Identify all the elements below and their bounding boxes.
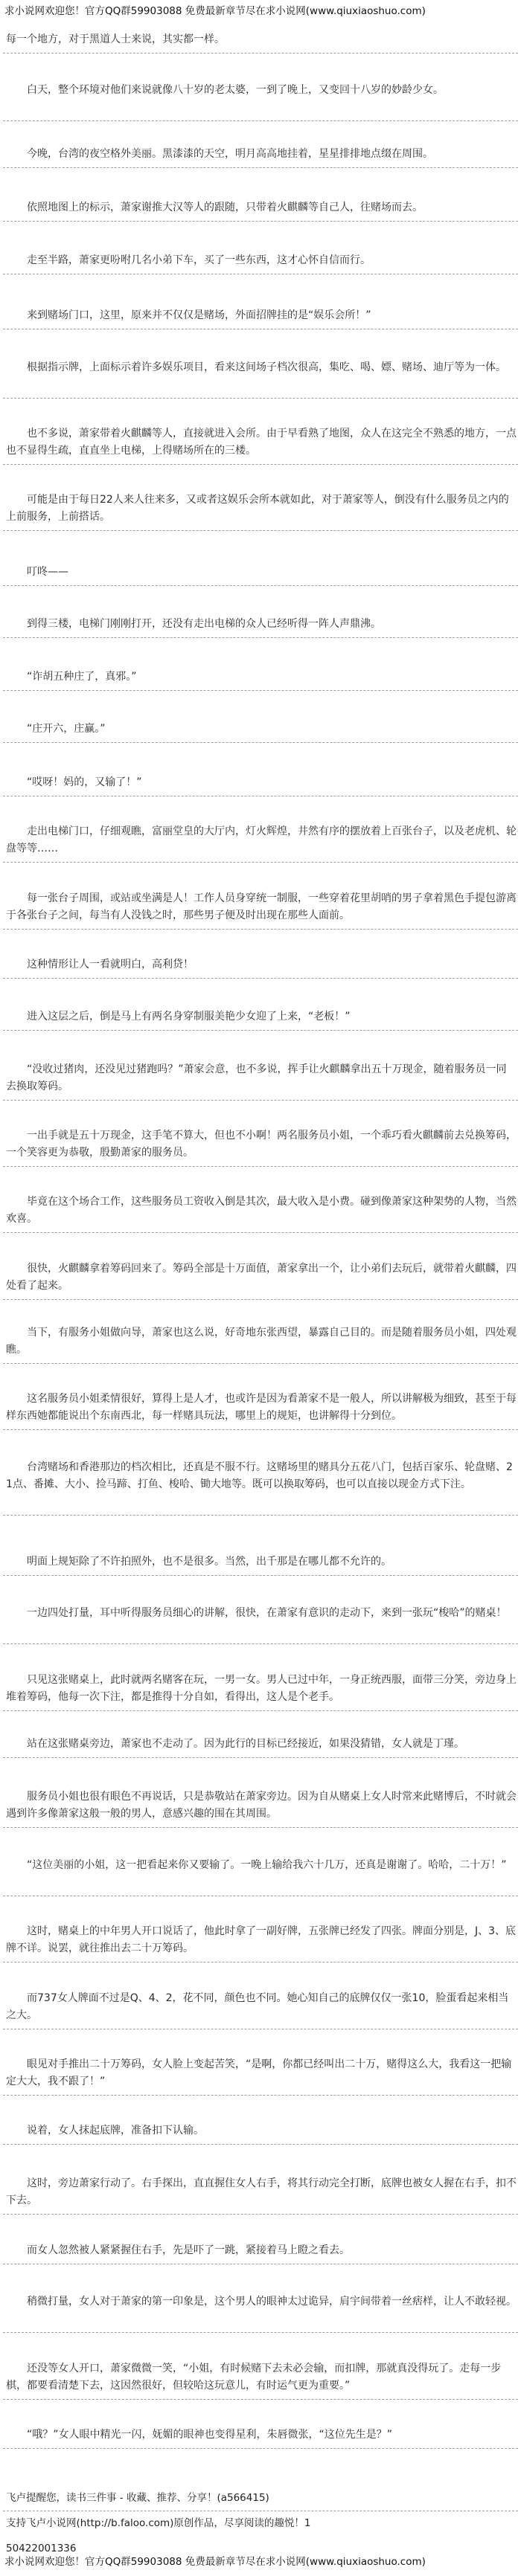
dashed-divider — [3, 221, 518, 222]
dashed-divider — [3, 742, 518, 743]
footer-note-promo: 飞卢提醒您，读书三件事 - 收藏、推荐、分享！(a566415) — [6, 2492, 269, 2504]
paragraph: 而737女人牌面不过是Q、4、2，花不同，颜色也不同。她心知自己的底牌仅仅一张10，脸蛋看起来相当之大。 — [6, 1992, 509, 2021]
paragraph: 一边四处打量，耳中听得服务员细心的讲解，很快，在萧家有意识的走动下，来到一张玩“梭哈”的赌桌！ — [27, 1607, 507, 1619]
paragraph: 这名服务员小姐柔情很好，算得上是人才，也或许是因为看萧家不是一般人，所以讲解极为细致，甚至于每样东西她都能说出个东南西北，每一样赌具玩法，哪里上的规矩，也讲解得十分到位。 — [6, 1393, 517, 1422]
dashed-divider — [3, 167, 518, 168]
paragraph: 来到赌场门口，这里，原来并不仅仅是赌场，外面招牌挂的是“娱乐会所！” — [27, 309, 371, 321]
dashed-divider — [3, 398, 518, 399]
paragraph: 可能是由于每日22人来人往来多，又或者这娱乐会所本就如此，对于萧家等人，倒没有什么服务员之内的上前服务，上前搭话。 — [6, 494, 509, 523]
paragraph: “庄开六，庄赢。” — [27, 723, 106, 735]
dashed-divider — [3, 2448, 518, 2449]
dashed-divider — [3, 1757, 518, 1758]
paragraph: 只见这张赌桌上，此时就两名赌客在玩，一男一女。男人已过中年，一身正统西服，面带三分笑，旁边身上堆着筹码，他每一次下注，都是推得十分自如，看得出，这人是个老手。 — [6, 1674, 517, 1703]
site-footer-banner: 求小说网欢迎您！官方QQ群59903088 免费最新章节尽在求小说网(www.qiuxiaoshuo.com) — [4, 2556, 426, 2568]
dashed-divider — [3, 1827, 518, 1828]
dashed-divider — [3, 1299, 518, 1300]
dashed-divider — [3, 530, 518, 531]
dashed-divider — [3, 1030, 518, 1031]
paragraph: 站在这张赌桌旁边，萧家也不走动了。因为此行的目标已经接近，如果没猜错，女人就是丁瑾。 — [27, 1738, 464, 1750]
site-header-banner: 求小说网欢迎您！官方QQ群59903088 免费最新章节尽在求小说网(www.qiuxiaoshuo.com) — [4, 5, 426, 17]
paragraph: “哦？”女人眼中精光一闪，妩媚的眼神也变得星利，朱唇微张，“这位先生是？” — [27, 2429, 393, 2441]
paragraph: 还没等女人开口，萧家微微一笑，“小姐，有时候赌下去未必会输，而扣牌，那就真没得玩了。走每一步棋，都要看清楚下去，这因然很好，但较哈这玩意儿，有时运气更为重要。” — [6, 2363, 502, 2392]
paragraph: 这种情形让人一看就明白，高利贷！ — [27, 959, 194, 970]
paragraph: 当下，有服务小姐做向导，萧家也这么说，好奇地东张西望，暴露自己目的。而是随着服务员小姐，四处观瞧。 — [6, 1327, 517, 1356]
paragraph: 白天，整个环境对他们来说就像八十岁的老太婆，一到了晚上，又变回十八岁的妙龄少女。 — [27, 84, 444, 96]
paragraph: 走至半路，萧家更吩咐几名小弟下车，买了一些东西，这才心怀自信而行。 — [27, 254, 371, 266]
paragraph: 这时，赌桌上的中年男人开口说话了，他此时拿了一副好牌，五张牌已经发了四张。牌面分别是，J、3、底牌不详。说罢，就往推出去二十万筹码。 — [6, 1925, 517, 1954]
dashed-divider — [3, 585, 518, 586]
dashed-divider — [3, 637, 518, 638]
paragraph: 进入这层之后，倒是马上有两名身穿制服美艳少女迎了上来，“老板！” — [27, 1011, 351, 1023]
paragraph: 眼见对手推出二十万筹码，女人脸上变起苦笑，“是啊，你都已经叫出二十万，赌得这么大，我看这一把输定大大，我不跟了！” — [6, 2058, 512, 2087]
dashed-divider — [3, 1515, 518, 1516]
dashed-divider — [3, 1429, 518, 1430]
dashed-divider — [3, 120, 518, 121]
paragraph: 而女人忽然被人紧紧握住右手，先是吓了一跳，紧接着马上瞪之看去。 — [27, 2244, 350, 2256]
dashed-divider — [3, 1710, 518, 1711]
paragraph: 也不多说，萧家带着火麒麟等人，直接就进入会所。由于早看熟了地图，众人在这完全不熟悉的地方，一点也不显得生疏，直直坐上电梯，上得赌场所在的三楼。 — [6, 428, 517, 457]
footer-note-number: 50422001336 — [6, 2543, 77, 2554]
paragraph: “诈胡五种庄了，真邪。” — [27, 671, 137, 683]
paragraph: 毕竟在这个场合工作，这些服务员工资收入倒是其次，最大收入是小费。碰到像萧家这种架势的人物，当然欢喜。 — [6, 1196, 517, 1225]
dashed-divider — [3, 2144, 518, 2145]
paragraph: 走出电梯门口，仔细观瞧，富丽堂皇的大厅内，灯火辉煌，井然有序的摆放着上百张台子，以及老虎机、轮盘等等…… — [6, 825, 517, 854]
paragraph: 每一个地方，对于黑道人士来说，其实都一样。 — [6, 33, 225, 45]
paragraph: 每一张台子周围，或站或坐满是人！工作人员身穿统一制服，一些穿着花里胡哨的男子拿着黑色手提包游离于各张台子之间，每当有人没钱之时，那些男子便及时出现在那些人面前。 — [6, 892, 517, 921]
paragraph: 一出手就是五十万现金，这手笔不算大，但也不小啊！两名服务员小姐，一个乖巧看火麒麟前去兑换筹码，一个笑容更为恭敬，殷勤萧家的服务员。 — [6, 1130, 517, 1159]
paragraph: 很快，火麒麟拿着筹码回来了。筹码全部是十万面值，萧家拿出一个，让小弟们去玩后，就带着火麒麟，四处看了起来。 — [6, 1263, 517, 1292]
dashed-divider — [3, 978, 518, 979]
dashed-divider — [3, 2332, 518, 2333]
paragraph: 台湾赌场和香港那边的档次相比，还真是不服不行。这赌场里的赌具分五花八门，包括百家乐、轮盘赌、21点、番摊、大小、捡马蹄、打鱼、梭哈、锄大地等。既可以换取筹码，也可以直接以现金方式下注。 — [6, 1461, 513, 1490]
dashed-divider — [3, 1363, 518, 1364]
dashed-divider — [3, 1232, 518, 1233]
dashed-divider — [3, 2399, 518, 2400]
dashed-divider — [3, 929, 518, 930]
paragraph: 说着，女人抹起底牌，准备扣下认输。 — [27, 2125, 204, 2137]
paragraph: “没收过猪肉，还没见过猪跑吗？”萧家会意，也不多说，挥手让火麒麟拿出五十万现金，随着服务员一同去换取筹码。 — [6, 1063, 507, 1092]
paragraph: 叮咚—— — [27, 566, 68, 578]
paragraph: 稍微打量，女人对于萧家的第一印象是，这个男人的眼神太过诡异，肩宇间带着一丝痞样，让人不敢轻视。 — [27, 2296, 517, 2308]
dashed-divider — [3, 1100, 518, 1101]
footer-note-support: 支持飞卢小说网(http://b.faloo.com)原创作品，尽享阅读的趣悦！1 — [6, 2517, 311, 2529]
paragraph: 这时，旁边萧家行动了。右手探出，直直握住女人右手，将其行动完全打断，底牌也被女人握在右手，扣不下去。 — [6, 2177, 517, 2206]
paragraph: 依照地图上的标示，萧家谢推大汉等人的跟随，只带着火麒麟等自己人，往赌场而去。 — [27, 202, 423, 213]
paragraph: “这位美丽的小姐，这一把看起来你又要输了。一晚上输给我六十几万，还真是谢谢了。哈哈，二十万！” — [27, 1859, 507, 1871]
dashed-divider — [3, 1575, 518, 1576]
paragraph: “哎呀！妈的，又输了！” — [27, 776, 142, 788]
paragraph: 根据指示牌，上面标示着许多娱乐项目，看来这间场子档次很高，集吃、喝、嫖、赌场、迪厅等为一体。 — [27, 361, 506, 373]
paragraph: 今晚，台湾的夜空格外美丽。黑漆漆的天空，明月高高地挂着，星星排排地点缀在周围。 — [27, 148, 433, 160]
dashed-divider — [3, 1643, 518, 1644]
dashed-divider — [3, 2095, 518, 2096]
dashed-divider — [3, 1166, 518, 1167]
paragraph: 明面上规矩除了不许拍照外，也不是很多。当然，出千那是在哪儿都不允许的。 — [27, 1556, 391, 1568]
paragraph: 服务员小姐也很有眼色不再说话，只是恭敬站在萧家旁边。因为自从赌桌上女人时常来此赌博后，不时就会遇到许多像萧家这般一般的男人，意感兴趣的围在其周围。 — [6, 1791, 517, 1820]
dashed-divider — [3, 690, 518, 691]
dashed-divider — [3, 464, 518, 465]
dashed-divider — [3, 2214, 518, 2215]
paragraph: 到得三楼，电梯门刚刚打开，还没有走出电梯的众人已经听得一阵人声鼎沸。 — [27, 618, 381, 630]
dashed-divider — [3, 53, 518, 54]
dashed-divider — [3, 862, 518, 863]
